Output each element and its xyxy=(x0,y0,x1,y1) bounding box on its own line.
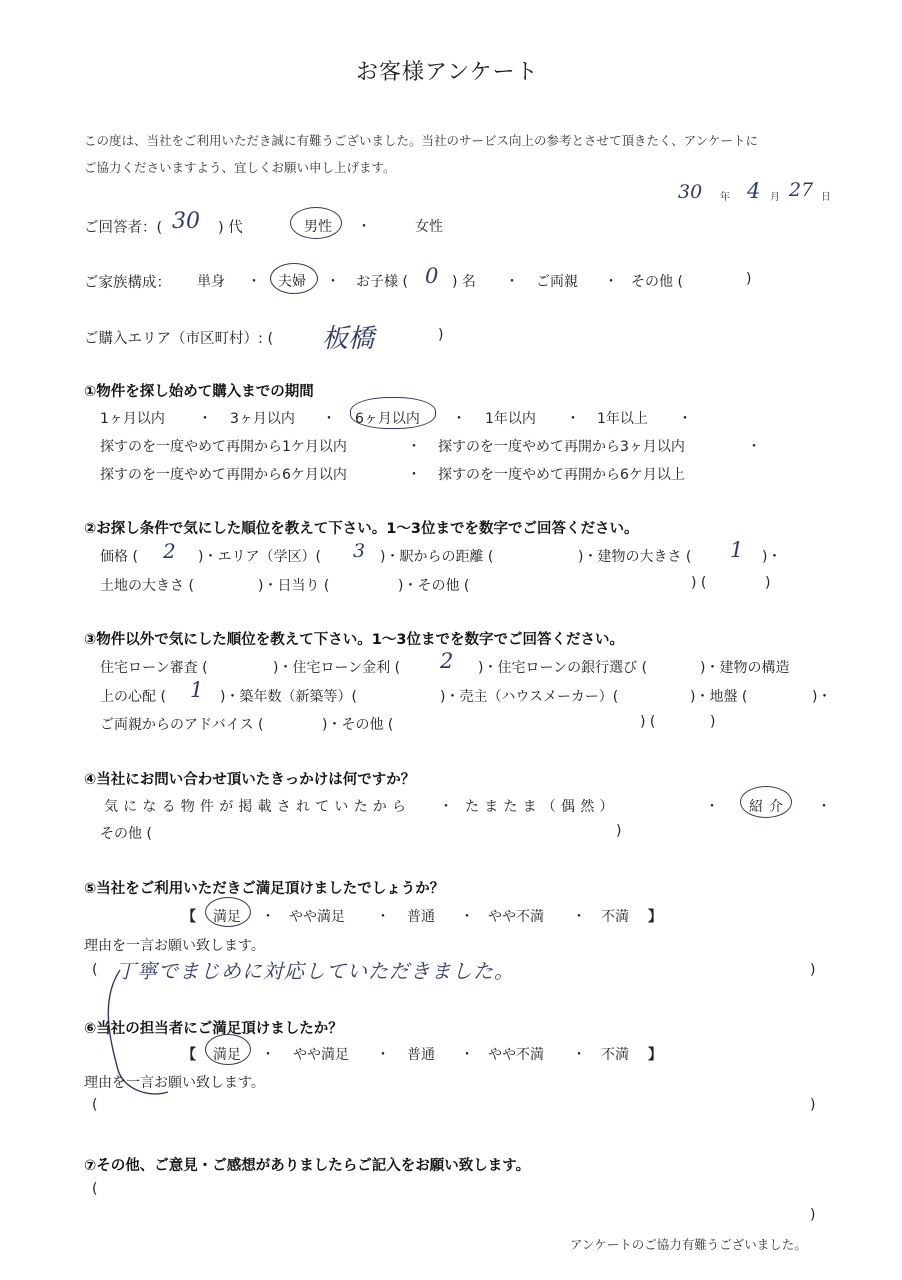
q6-title: ⑥当社の担当者にご満足頂けましたか？ xyxy=(84,1021,343,1037)
q2-other-close: ) ( xyxy=(691,575,707,591)
q1-option-7[interactable]: 探すのを一度やめて再開から3ヶ月以内 xyxy=(438,439,685,455)
q2-price-rank[interactable]: 2 xyxy=(163,539,176,563)
q2-area-rank[interactable]: 3 xyxy=(353,540,366,562)
q2-sun-label: )・日当り ( xyxy=(258,578,330,594)
date-month-value: 4 xyxy=(747,179,761,203)
q6-dot-1: ・ xyxy=(261,1047,275,1063)
family-dot-1: ・ xyxy=(247,274,261,290)
q1-dot-7: ・ xyxy=(747,439,761,455)
q5-dot-1: ・ xyxy=(261,909,275,925)
q2-building-close: )・ xyxy=(762,549,782,565)
q3-final-close: ) xyxy=(710,714,716,730)
q6-option-neutral[interactable]: 普通 xyxy=(407,1047,435,1063)
date-day-value: 27 xyxy=(789,179,814,201)
q6-dot-2: ・ xyxy=(376,1047,390,1063)
q6-dot-4: ・ xyxy=(572,1047,586,1063)
q6-bracket-close: 】 xyxy=(648,1047,662,1063)
q1-dot-5: ・ xyxy=(678,411,692,427)
q6-option-somewhat-unsatisfied[interactable]: やや不満 xyxy=(488,1047,544,1063)
q5-selection-circle xyxy=(205,897,251,927)
male-selection-circle xyxy=(290,207,342,239)
respondent-female-option[interactable]: 女性 xyxy=(415,219,443,235)
q2-area-label: )・エリア（学区）( xyxy=(198,549,321,565)
q3-other-label: )・その他 ( xyxy=(322,717,394,733)
q3-bank-label: )・住宅ローンの銀行選び ( xyxy=(478,660,648,676)
q6-option-unsatisfied[interactable]: 不満 xyxy=(601,1047,629,1063)
q3-age-label: )・築年数（新築等）( xyxy=(220,689,357,705)
family-dot-4: ・ xyxy=(604,274,618,290)
q4-dot-1: ・ xyxy=(439,799,453,815)
q3-structure-rank[interactable]: 1 xyxy=(190,678,204,702)
couple-selection-circle xyxy=(270,263,318,294)
q4-selection-circle xyxy=(740,786,792,818)
q1-option-3[interactable]: 6ヶ月以内 xyxy=(355,411,420,427)
date-year-unit: 年 xyxy=(720,192,730,203)
q1-dot-2: ・ xyxy=(322,411,336,427)
q3-seller-label: )・売主（ハウスメーカー）( xyxy=(440,689,619,705)
family-couple-option[interactable]: 夫婦 xyxy=(278,274,306,290)
q5-option-neutral[interactable]: 普通 xyxy=(407,909,435,925)
q3-ground-close: )・ xyxy=(812,689,832,705)
q7-comment-input[interactable] xyxy=(104,1180,804,1225)
area-label: ご購入エリア（市区町村）: ( xyxy=(84,331,274,347)
q6-selection-circle xyxy=(205,1034,251,1065)
intro-line-1: この度は、当社をご利用いただき誠に有難うございました。当社のサービス向上の参考とさせて頂きたく、アンケートに xyxy=(84,133,759,148)
q1-option-1[interactable]: 1ヶ月以内 xyxy=(100,411,165,427)
footer-thanks: アンケートのご協力有難うございました。 xyxy=(570,1237,807,1252)
q5-dot-4: ・ xyxy=(572,909,586,925)
q5-bracket-close: 】 xyxy=(648,909,662,925)
q6-reason-input[interactable] xyxy=(104,1094,804,1116)
q1-option-8[interactable]: 探すのを一度やめて再開から6ケ月以内 xyxy=(100,467,347,483)
date-year-value: 30 xyxy=(678,181,703,203)
page-title: お客様アンケート xyxy=(356,60,539,85)
q2-title: ②お探し条件で気にした順位を教えて下さい。1～3位までを数字でご回答ください。 xyxy=(84,521,639,537)
q4-dot-2: ・ xyxy=(705,799,719,815)
q5-option-unsatisfied[interactable]: 不満 xyxy=(601,909,629,925)
q5-bracket-open: 【 xyxy=(182,909,196,925)
q1-option-2[interactable]: 3ヶ月以内 xyxy=(230,411,295,427)
q2-building-label: )・建物の大きさ ( xyxy=(578,549,692,565)
q5-option-satisfied[interactable]: 満足 xyxy=(213,909,241,925)
respondent-dot: ・ xyxy=(357,219,371,235)
family-children-label: お子様 ( xyxy=(356,274,408,290)
q3-title: ③物件以外で気にした順位を教えて下さい。1～3位までを数字でご回答ください。 xyxy=(84,632,624,648)
family-dot-2: ・ xyxy=(326,274,340,290)
q5-option-somewhat-unsatisfied[interactable]: やや不満 xyxy=(488,909,544,925)
q7-title: ⑦その他、ご意見・ご感想がありましたらご記入をお願い致します。 xyxy=(84,1158,531,1174)
respondent-age-value[interactable]: 30 xyxy=(172,209,200,234)
q4-other-close: ) xyxy=(616,823,622,839)
q2-station-label: )・駅からの距離 ( xyxy=(380,549,494,565)
family-label: ご家族構成： xyxy=(84,275,171,291)
q5-dot-2: ・ xyxy=(376,909,390,925)
q2-final-close: ) xyxy=(765,575,771,591)
family-children-suffix: ) 名 xyxy=(452,274,476,290)
date-day-unit: 日 xyxy=(821,192,831,203)
family-single-option[interactable]: 単身 xyxy=(197,274,225,290)
q4-other-label: その他 ( xyxy=(100,826,152,842)
q1-dot-3: ・ xyxy=(452,411,466,427)
area-value[interactable]: 板橋 xyxy=(322,324,375,354)
respondent-age-suffix: ) 代 xyxy=(218,220,243,236)
q6-reason-close: ) xyxy=(810,1097,816,1113)
q1-selection-circle xyxy=(350,397,436,429)
q7-open: ( xyxy=(92,1181,98,1197)
q1-option-4[interactable]: 1年以内 xyxy=(485,411,536,427)
q2-building-rank[interactable]: 1 xyxy=(730,538,744,562)
q5-dot-3: ・ xyxy=(460,909,474,925)
q1-option-9[interactable]: 探すのを一度やめて再開から6ケ月以上 xyxy=(438,467,685,483)
q1-dot-4: ・ xyxy=(566,411,580,427)
q6-reason-open: ( xyxy=(92,1097,98,1113)
q6-bracket-open: 【 xyxy=(182,1047,196,1063)
q5-reason-label: 理由を一言お願い致します。 xyxy=(84,938,265,954)
q3-loan-review-label: 住宅ローン審査 ( xyxy=(100,660,208,676)
intro-line-2: ご協力くださいますよう、宜しくお願い申し上げます。 xyxy=(84,160,396,175)
q1-dot-8: ・ xyxy=(407,467,421,483)
q4-listing-option[interactable]: 気になる物件が掲載されていたから xyxy=(104,799,412,815)
family-dot-3: ・ xyxy=(505,274,519,290)
q1-dot-1: ・ xyxy=(198,411,212,427)
q1-option-6[interactable]: 探すのを一度やめて再開から1ケ月以内 xyxy=(100,439,347,455)
q1-option-5[interactable]: 1年以上 xyxy=(597,411,648,427)
q5-option-somewhat-satisfied[interactable]: やや満足 xyxy=(289,909,345,925)
q1-title: ①物件を探し始めて購入までの期間 xyxy=(84,384,314,400)
q4-dot-3: ・ xyxy=(817,799,831,815)
q3-ground-label: )・地盤 ( xyxy=(690,689,748,705)
q3-loan-rate-label: )・住宅ローン金利 ( xyxy=(273,660,401,676)
q3-structure-label: )・建物の構造 xyxy=(700,660,790,676)
family-other-close: ) xyxy=(746,271,752,287)
family-other-label: その他 ( xyxy=(631,274,683,290)
q4-chance-option[interactable]: たまたま（偶然） xyxy=(465,799,619,815)
area-close: ) xyxy=(438,327,444,343)
q5-reason-text[interactable]: 丁寧でまじめに対応していただきました。 xyxy=(116,959,515,983)
family-children-count[interactable]: 0 xyxy=(425,264,439,288)
q3-structure-label-2: 上の心配 ( xyxy=(100,689,166,705)
q4-title: ④当社にお問い合わせ頂いたきっかけは何ですか？ xyxy=(84,772,416,788)
respondent-label: ご回答者：( xyxy=(84,220,163,236)
q2-other-label: )・その他 ( xyxy=(398,578,470,594)
q4-referral-option[interactable]: 紹介 xyxy=(749,799,789,815)
q3-other-close: ) ( xyxy=(640,714,656,730)
family-parents-option[interactable]: ご両親 xyxy=(536,274,578,290)
q2-land-label: 土地の大きさ ( xyxy=(100,578,194,594)
q6-dot-3: ・ xyxy=(460,1047,474,1063)
q3-loan-rate-rank[interactable]: 2 xyxy=(440,649,454,673)
q5-reason-close: ) xyxy=(810,962,816,978)
q6-option-satisfied[interactable]: 満足 xyxy=(213,1047,241,1063)
date-month-unit: 月 xyxy=(770,192,780,203)
q2-price-label: 価格 ( xyxy=(100,549,138,565)
q7-close: ) xyxy=(810,1207,816,1223)
q5-reason-open: ( xyxy=(92,962,98,978)
q6-reason-label: 理由を一言お願い致します。 xyxy=(84,1075,265,1091)
q5-title: ⑤当社をご利用いただきご満足頂けましたでしょうか？ xyxy=(84,881,445,897)
q6-option-somewhat-satisfied[interactable]: やや満足 xyxy=(293,1047,349,1063)
q1-dot-6: ・ xyxy=(407,439,421,455)
q3-advice-label: ご両親からのアドバイス ( xyxy=(100,717,264,733)
respondent-male-option[interactable]: 男性 xyxy=(304,219,332,235)
